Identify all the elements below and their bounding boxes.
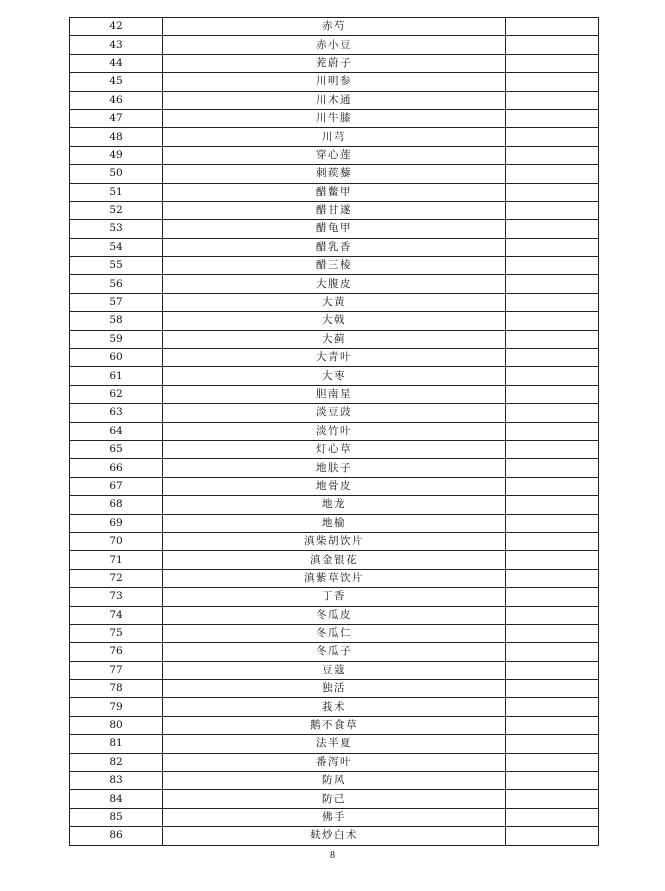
herb-name: 滇紫草饮片: [163, 569, 506, 587]
empty-cell: [506, 73, 599, 91]
herb-name: 地榆: [163, 514, 506, 532]
table-row: [70, 569, 599, 587]
herb-name: 地骨皮: [163, 477, 506, 495]
row-number: 78: [70, 680, 163, 698]
herb-name: 淡竹叶: [163, 422, 506, 440]
herb-name: 淡豆豉: [163, 404, 506, 422]
empty-cell: [506, 624, 599, 642]
row-number: 49: [70, 146, 163, 164]
row-number: 64: [70, 422, 163, 440]
herb-name: 大青叶: [163, 349, 506, 367]
herb-name: 独活: [163, 680, 506, 698]
row-number: 65: [70, 440, 163, 458]
row-number: 68: [70, 496, 163, 514]
table-row: [70, 165, 599, 183]
herb-name: 川明参: [163, 73, 506, 91]
table-row: [70, 624, 599, 642]
herb-name: 灯心草: [163, 440, 506, 458]
row-number: 76: [70, 643, 163, 661]
empty-cell: [506, 257, 599, 275]
empty-cell: [506, 496, 599, 514]
empty-cell: [506, 606, 599, 624]
row-number: 57: [70, 293, 163, 311]
herb-name: 川木通: [163, 91, 506, 109]
empty-cell: [506, 790, 599, 808]
table-row: [70, 257, 599, 275]
empty-cell: [506, 385, 599, 403]
empty-cell: [506, 735, 599, 753]
empty-cell: [506, 514, 599, 532]
row-number: 72: [70, 569, 163, 587]
table-row: [70, 109, 599, 127]
table-row: [70, 146, 599, 164]
table-row: [70, 73, 599, 91]
empty-cell: [506, 128, 599, 146]
row-number: 83: [70, 772, 163, 790]
herb-name: 冬瓜子: [163, 643, 506, 661]
empty-cell: [506, 165, 599, 183]
empty-cell: [506, 238, 599, 256]
table-row: [70, 91, 599, 109]
row-number: 52: [70, 201, 163, 219]
table-row: [70, 349, 599, 367]
herb-name: 醋甘遂: [163, 201, 506, 219]
herb-name: 豆蔻: [163, 661, 506, 679]
row-number: 73: [70, 588, 163, 606]
table-row: [70, 385, 599, 403]
table-row: [70, 183, 599, 201]
table-row: [70, 643, 599, 661]
empty-cell: [506, 716, 599, 734]
table-row: [70, 698, 599, 716]
empty-cell: [506, 698, 599, 716]
herb-name: 茺蔚子: [163, 54, 506, 72]
row-number: 61: [70, 367, 163, 385]
row-number: 43: [70, 36, 163, 54]
row-number: 50: [70, 165, 163, 183]
empty-cell: [506, 330, 599, 348]
herb-name: 佛手: [163, 808, 506, 826]
table-row: [70, 440, 599, 458]
table-row: [70, 293, 599, 311]
empty-cell: [506, 532, 599, 550]
herb-name: 防己: [163, 790, 506, 808]
table-row: [70, 477, 599, 495]
empty-cell: [506, 18, 599, 36]
empty-cell: [506, 109, 599, 127]
herb-name: 穿心莲: [163, 146, 506, 164]
empty-cell: [506, 808, 599, 826]
table-row: [70, 238, 599, 256]
empty-cell: [506, 753, 599, 771]
table-row: [70, 367, 599, 385]
row-number: 77: [70, 661, 163, 679]
row-number: 66: [70, 459, 163, 477]
empty-cell: [506, 54, 599, 72]
table-row: [70, 808, 599, 826]
table-row: [70, 459, 599, 477]
empty-cell: [506, 404, 599, 422]
table-row: [70, 680, 599, 698]
row-number: 59: [70, 330, 163, 348]
empty-cell: [506, 91, 599, 109]
herb-name: 法半夏: [163, 735, 506, 753]
herb-name: 刺蒺藜: [163, 165, 506, 183]
row-number: 70: [70, 532, 163, 550]
row-number: 56: [70, 275, 163, 293]
empty-cell: [506, 440, 599, 458]
herb-name: 大戟: [163, 312, 506, 330]
empty-cell: [506, 827, 599, 845]
empty-cell: [506, 551, 599, 569]
herb-name: 醋三棱: [163, 257, 506, 275]
empty-cell: [506, 661, 599, 679]
empty-cell: [506, 643, 599, 661]
row-number: 47: [70, 109, 163, 127]
page-number: 8: [330, 850, 335, 861]
herb-name: 地肤子: [163, 459, 506, 477]
table-row: [70, 716, 599, 734]
herb-name: 赤小豆: [163, 36, 506, 54]
table-row: [70, 312, 599, 330]
empty-cell: [506, 293, 599, 311]
row-number: 74: [70, 606, 163, 624]
table-row: [70, 220, 599, 238]
table-row: [70, 496, 599, 514]
row-number: 79: [70, 698, 163, 716]
table-row: [70, 330, 599, 348]
table-row: [70, 753, 599, 771]
herb-name: 冬瓜皮: [163, 606, 506, 624]
table-row: [70, 661, 599, 679]
table-row: [70, 54, 599, 72]
empty-cell: [506, 367, 599, 385]
herb-name: 醋乳香: [163, 238, 506, 256]
empty-cell: [506, 772, 599, 790]
empty-cell: [506, 183, 599, 201]
row-number: 63: [70, 404, 163, 422]
empty-cell: [506, 275, 599, 293]
table-row: [70, 606, 599, 624]
herb-name: 地龙: [163, 496, 506, 514]
herb-name: 鹅不食草: [163, 716, 506, 734]
row-number: 51: [70, 183, 163, 201]
row-number: 48: [70, 128, 163, 146]
herb-name: 丁香: [163, 588, 506, 606]
table-row: [70, 18, 599, 36]
herb-name: 大蓟: [163, 330, 506, 348]
row-number: 44: [70, 54, 163, 72]
row-number: 85: [70, 808, 163, 826]
herb-name: 醋鳖甲: [163, 183, 506, 201]
empty-cell: [506, 312, 599, 330]
table-row: [70, 422, 599, 440]
row-number: 46: [70, 91, 163, 109]
row-number: 42: [70, 18, 163, 36]
empty-cell: [506, 459, 599, 477]
table-row: [70, 404, 599, 422]
row-number: 75: [70, 624, 163, 642]
row-number: 71: [70, 551, 163, 569]
table-row: [70, 36, 599, 54]
herb-name: 滇柴胡饮片: [163, 532, 506, 550]
table-row: [70, 735, 599, 753]
table-row: [70, 201, 599, 219]
herb-name: 川芎: [163, 128, 506, 146]
row-number: 82: [70, 753, 163, 771]
row-number: 60: [70, 349, 163, 367]
herb-name: 赤芍: [163, 18, 506, 36]
table-row: [70, 514, 599, 532]
herb-name: 大腹皮: [163, 275, 506, 293]
empty-cell: [506, 220, 599, 238]
empty-cell: [506, 477, 599, 495]
row-number: 58: [70, 312, 163, 330]
row-number: 55: [70, 257, 163, 275]
herb-name: 防风: [163, 772, 506, 790]
empty-cell: [506, 146, 599, 164]
table-row: [70, 551, 599, 569]
row-number: 54: [70, 238, 163, 256]
herb-name: 冬瓜仁: [163, 624, 506, 642]
row-number: 45: [70, 73, 163, 91]
row-number: 80: [70, 716, 163, 734]
empty-cell: [506, 569, 599, 587]
table-row: [70, 532, 599, 550]
table-row: [70, 772, 599, 790]
herb-name: 川牛膝: [163, 109, 506, 127]
herb-name: 大枣: [163, 367, 506, 385]
table-row: [70, 275, 599, 293]
herb-name: 滇金银花: [163, 551, 506, 569]
herb-name: 莪术: [163, 698, 506, 716]
table-row: [70, 128, 599, 146]
herb-name: 番泻叶: [163, 753, 506, 771]
row-number: 84: [70, 790, 163, 808]
row-number: 69: [70, 514, 163, 532]
table-row: [70, 790, 599, 808]
empty-cell: [506, 422, 599, 440]
herb-name: 大黄: [163, 293, 506, 311]
table-row: [70, 827, 599, 845]
row-number: 67: [70, 477, 163, 495]
empty-cell: [506, 680, 599, 698]
herb-name: 醋龟甲: [163, 220, 506, 238]
row-number: 62: [70, 385, 163, 403]
herb-table-body: [70, 18, 599, 846]
herb-table-container: [69, 17, 598, 846]
table-row: [70, 588, 599, 606]
row-number: 86: [70, 827, 163, 845]
empty-cell: [506, 588, 599, 606]
empty-cell: [506, 349, 599, 367]
herb-name: 麸炒白术: [163, 827, 506, 845]
empty-cell: [506, 36, 599, 54]
row-number: 81: [70, 735, 163, 753]
row-number: 53: [70, 220, 163, 238]
herb-table: [69, 17, 599, 846]
empty-cell: [506, 201, 599, 219]
herb-name: 胆南星: [163, 385, 506, 403]
